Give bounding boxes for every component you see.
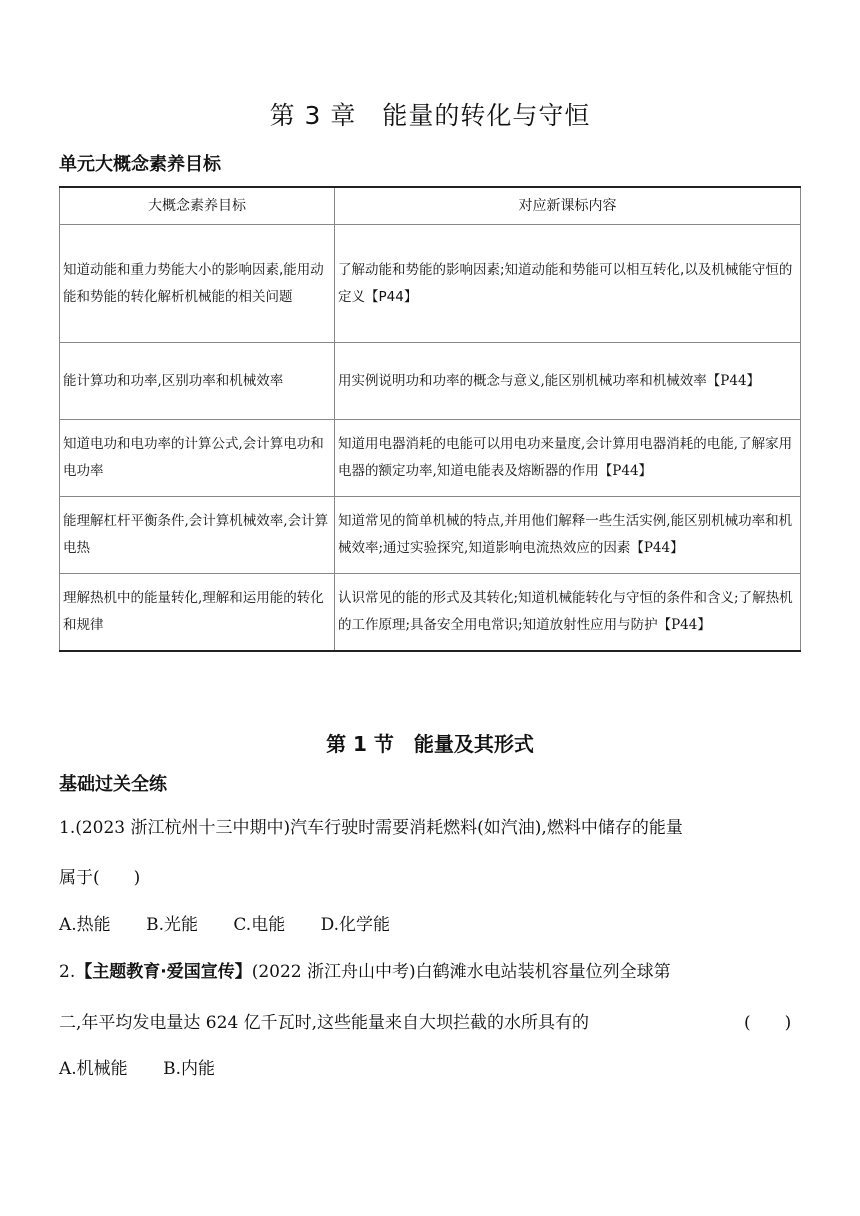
chapter-title: 第 3 章 能量的转化与守恒 bbox=[269, 101, 591, 130]
question-2-line-1 bbox=[59, 960, 671, 984]
table-row bbox=[60, 225, 801, 343]
table-row bbox=[60, 497, 801, 574]
section-title: 第 1 节 能量及其形式 bbox=[326, 732, 534, 756]
answer-bracket: ( ) bbox=[744, 1013, 792, 1033]
table-header-row bbox=[60, 187, 801, 225]
table-cell: 知道常见的简单机械的特点,并用他们解释一些生活实例,能区别机械功率和机械效率;通过实验探究,知道影响电流热效应的因素【P44】 bbox=[335, 497, 801, 574]
goals-heading: 单元大概念素养目标 bbox=[59, 154, 221, 175]
table-header-standard: 对应新课标内容 bbox=[335, 187, 801, 225]
question-2-source: (2022 浙江舟山中考)白鹤滩水电站装机容量位列全球第 bbox=[251, 962, 671, 982]
table-cell: 知道电功和电功率的计算公式,会计算电功和电功率 bbox=[60, 420, 335, 497]
question-2-tag: 【主题教育·爱国宣传】 bbox=[75, 962, 252, 982]
question-1-options bbox=[59, 913, 420, 937]
table-row bbox=[60, 343, 801, 420]
table-cell: 知道用电器消耗的电能可以用电功来量度,会计算用电器消耗的电能,了解家用电器的额定功率,知道电能表及熔断器的作用【P44】 bbox=[335, 420, 801, 497]
table-cell: 能计算功和功率,区别功率和机械效率 bbox=[60, 343, 335, 420]
table-header-goal: 大概念素养目标 bbox=[60, 187, 335, 225]
table-row bbox=[60, 574, 801, 652]
question-1-line-1: 1.(2023 浙江杭州十三中期中)汽车行驶时需要消耗燃料(如汽油),燃料中储存的能量 bbox=[59, 818, 683, 838]
table-cell: 了解动能和势能的影响因素;知道动能和势能可以相互转化,以及机械能守恒的定义【P44】 bbox=[335, 225, 801, 343]
option-b[interactable]: B.内能 bbox=[163, 1059, 215, 1079]
option-a[interactable]: A.热能 bbox=[59, 915, 111, 935]
table-cell: 理解热机中的能量转化,理解和运用能的转化和规律 bbox=[60, 574, 335, 652]
goals-table bbox=[59, 186, 801, 652]
option-b[interactable]: B.光能 bbox=[146, 915, 198, 935]
table-row bbox=[60, 420, 801, 497]
option-d[interactable]: D.化学能 bbox=[320, 915, 391, 935]
option-a[interactable]: A.机械能 bbox=[59, 1059, 128, 1079]
question-1-line-2: 属于( ) bbox=[59, 868, 141, 888]
question-2-number: 2. bbox=[59, 962, 76, 982]
question-2-options bbox=[59, 1057, 245, 1081]
table-cell: 知道动能和重力势能大小的影响因素,能用动能和势能的转化解析机械能的相关问题 bbox=[60, 225, 335, 343]
question-2-line-2: 二,年平均发电量达 624 亿千瓦时,这些能量来自大坝拦截的水所具有的 bbox=[59, 1013, 590, 1033]
table-cell: 用实例说明功和功率的概念与意义,能区别机械功率和机械效率【P44】 bbox=[335, 343, 801, 420]
option-c[interactable]: C.电能 bbox=[233, 915, 286, 935]
table-cell: 认识常见的能的形式及其转化;知道机械能转化与守恒的条件和含义;了解热机的工作原理;具备安全用电常识;知道放射性应用与防护【P44】 bbox=[335, 574, 801, 652]
practice-heading: 基础过关全练 bbox=[59, 774, 167, 795]
table-cell: 能理解杠杆平衡条件,会计算机械效率,会计算电热 bbox=[60, 497, 335, 574]
